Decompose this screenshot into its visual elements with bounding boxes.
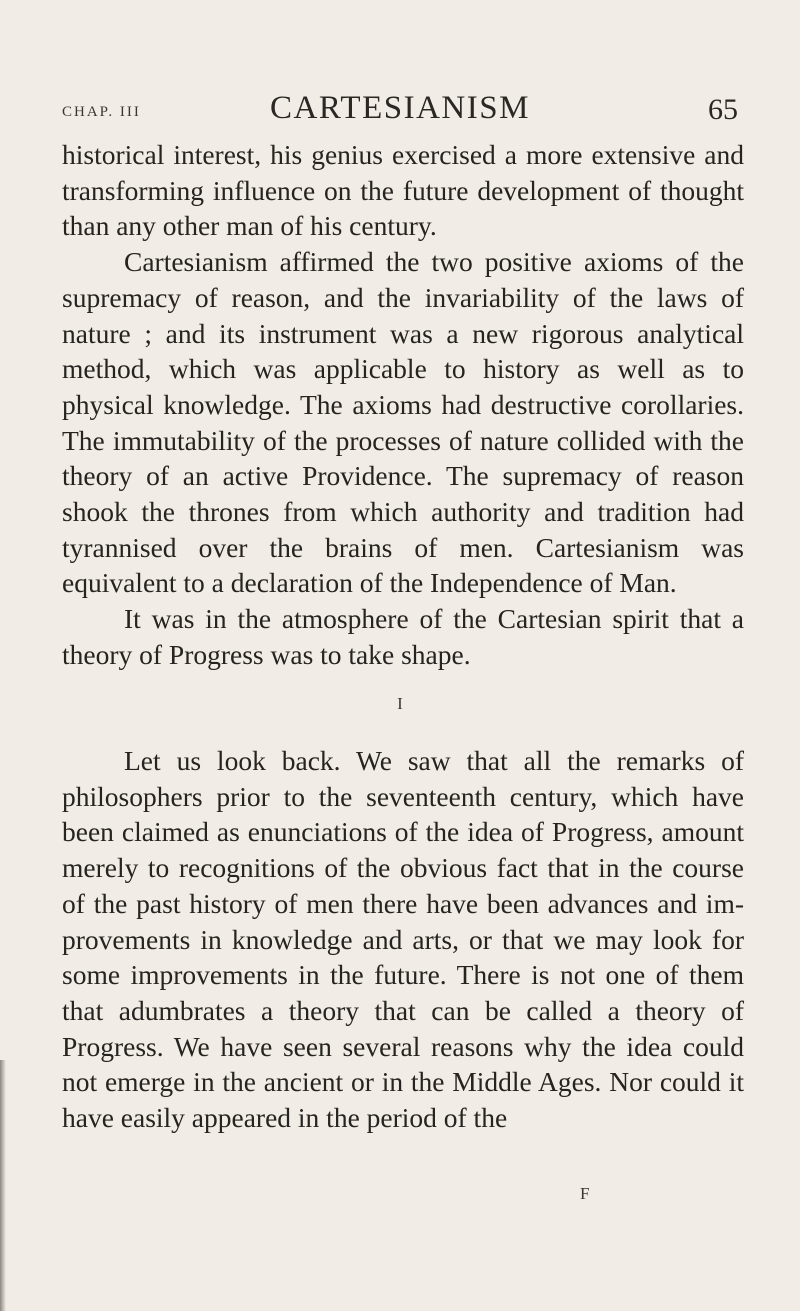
signature-mark: F xyxy=(580,1184,590,1203)
chapter-label: CHAP. III xyxy=(62,104,141,120)
running-title: CARTESIANISM xyxy=(270,90,530,126)
text-block-top xyxy=(62,137,744,673)
paragraph: It was in the atmosphere of the Cartesian spirit that a theory of Progress was to take shape. xyxy=(62,603,744,670)
paragraph: Cartesianism affirmed the two positive axioms of the supremacy of reason, and the invariability of the laws of nature ; and its instrument was a new rigorous analytical method, which was applicable to history as well as to physical knowledge. The axioms had destructive corollaries. The immutability of the processes of nature collided with the theory of an active Providence. The supremacy of reason shook the thrones from which authority and tradition had tyrannised over the brains of men. Cartesianism was equivalent to a declaration of the Independence of Man. xyxy=(62,246,744,599)
text-block-bottom xyxy=(62,743,744,1136)
paragraph: Let us look back. We saw that all the remarks of philosophers prior to the seventeenth century, which have been claimed as enunciations of the idea of Progress, amount merely to recognitions of the obvious fact that in the course of the past history of men there have been advances and im- provements in knowledge and arts, or that we may look for some improvements in the future. There is not one of them that adumbrates a theory that can be called a theory of Progress. We have seen several reasons why the idea could not emerge in the ancient or in the Middle Ages. Nor could it have easily appeared in the period of the xyxy=(62,745,744,1134)
paragraph: historical interest, his genius exercised a more extensive and transforming influence on the future development of thought than any other man of his century. xyxy=(62,139,744,242)
page-number: 65 xyxy=(708,93,738,126)
section-number: I xyxy=(397,694,403,713)
page-edge-shadow xyxy=(0,1060,6,1311)
running-header xyxy=(62,85,738,129)
